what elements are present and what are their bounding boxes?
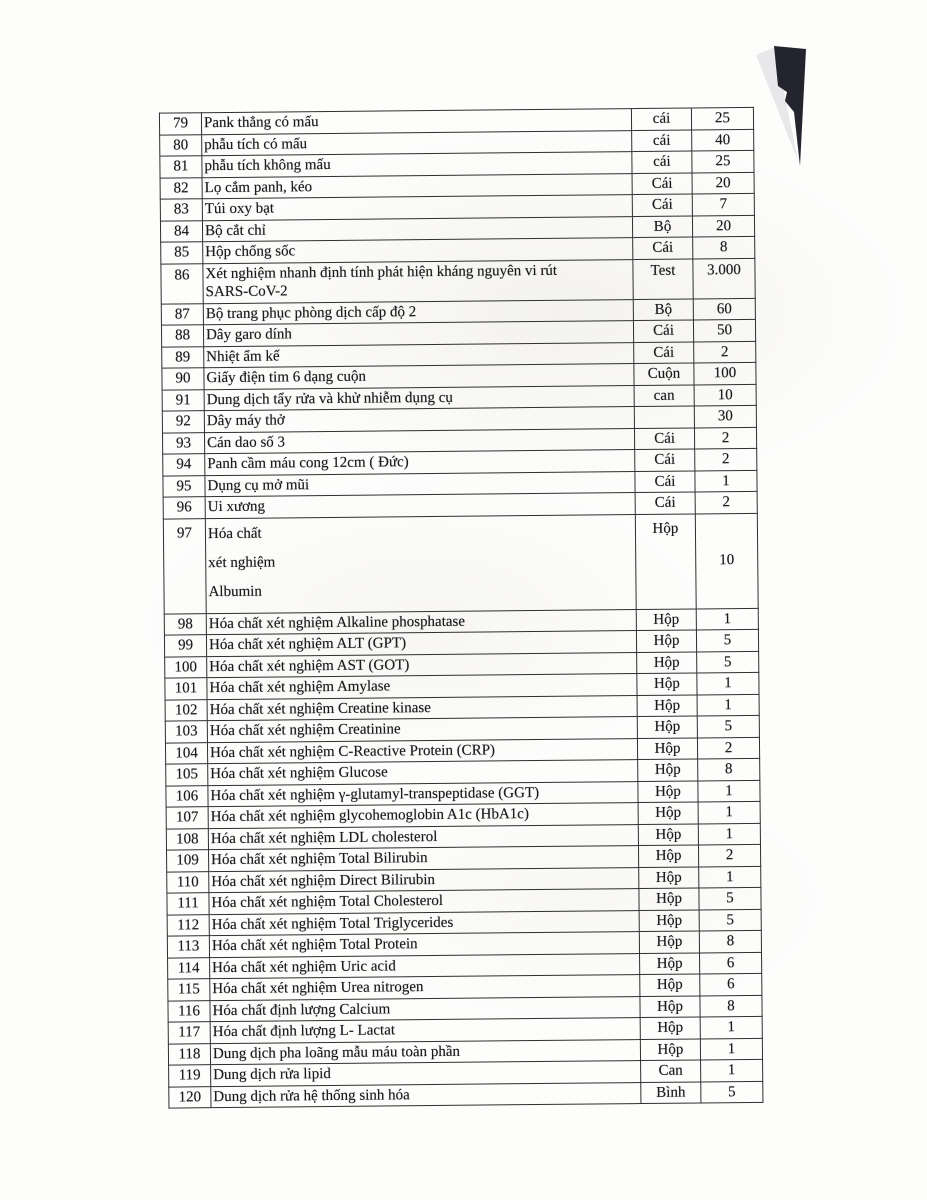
item-name-cell: Giấy điện tim 6 dạng cuộn — [204, 364, 634, 390]
row-number-cell: 93 — [162, 432, 204, 454]
item-quantity-cell: 2 — [694, 341, 756, 363]
item-unit-cell: Hộp — [636, 608, 696, 630]
item-name-cell: Xét nghiệm nhanh định tính phát hiện kháng nguyên vi rút SARS-CoV-2 — [203, 259, 633, 303]
row-number-cell: 112 — [167, 914, 209, 936]
item-quantity-cell: 1 — [700, 1016, 762, 1038]
item-quantity-cell: 50 — [693, 319, 755, 341]
item-unit-cell: Hộp — [638, 759, 698, 781]
folded-corner-dark — [774, 46, 806, 166]
row-number-cell: 104 — [165, 742, 207, 764]
supplies-table-container — [159, 107, 763, 1109]
item-unit-cell: Hộp — [640, 1017, 700, 1039]
item-name-cell: Hóa chất xét nghiệm ALT (GPT) — [206, 631, 636, 657]
row-number-cell: 92 — [162, 411, 204, 433]
item-quantity-cell: 6 — [700, 973, 762, 995]
table-row — [163, 513, 758, 614]
item-unit-cell: Cái — [634, 341, 694, 363]
item-unit-cell: Cái — [634, 427, 694, 449]
item-unit-cell: Cái — [633, 237, 693, 259]
item-name-cell: Hóa chất định lượng L- Lactat — [210, 1018, 640, 1044]
row-number-cell: 87 — [161, 303, 203, 325]
item-name-cell: Hóa chất xét nghiệm Direct Bilirubin — [209, 867, 639, 893]
item-quantity-cell: 1 — [699, 866, 761, 888]
item-quantity-cell: 5 — [699, 909, 761, 931]
item-unit-cell: Hộp — [638, 780, 698, 802]
item-unit-cell: Hộp — [639, 888, 699, 910]
row-number-cell: 97 — [163, 518, 206, 613]
item-unit-cell: Cái — [635, 449, 695, 471]
item-quantity-cell: 25 — [691, 107, 753, 129]
item-quantity-cell: 1 — [698, 823, 760, 845]
item-unit-cell: cái — [632, 130, 692, 152]
item-quantity-cell: 7 — [692, 193, 754, 215]
row-number-cell: 108 — [166, 828, 208, 850]
item-name-cell: Hóa chất xét nghiệm Glucose — [208, 760, 638, 786]
item-name-cell: Dụng cụ mở mũi — [205, 471, 635, 497]
item-unit-cell: Hộp — [639, 931, 699, 953]
item-quantity-cell: 100 — [694, 362, 756, 384]
item-quantity-cell: 8 — [693, 236, 755, 258]
item-unit-cell: Cái — [633, 320, 693, 342]
item-quantity-cell: 2 — [695, 448, 757, 470]
item-unit-cell: Hộp — [635, 513, 696, 609]
table-row — [169, 1081, 763, 1108]
item-quantity-cell: 20 — [692, 215, 754, 237]
row-number-cell: 80 — [160, 134, 202, 156]
row-number-cell: 114 — [168, 957, 210, 979]
item-name-cell: Hóa chất xét nghiệm Total Bilirubin — [208, 846, 638, 872]
row-number-cell: 79 — [159, 113, 201, 135]
item-unit-cell: Hộp — [638, 802, 698, 824]
item-name-cell: Hóa chất xét nghiệm LDL cholesterol — [208, 824, 638, 850]
item-name-cell: phẫu tích có mấu — [202, 130, 632, 156]
row-number-cell: 84 — [160, 220, 202, 242]
row-number-cell: 81 — [160, 156, 202, 178]
item-quantity-cell: 5 — [697, 715, 759, 737]
row-number-cell: 103 — [165, 721, 207, 743]
row-number-cell: 85 — [161, 242, 203, 264]
item-quantity-cell: 2 — [694, 427, 756, 449]
row-number-cell: 119 — [169, 1065, 211, 1087]
item-unit-cell: cái — [631, 108, 691, 130]
row-number-cell: 110 — [167, 871, 209, 893]
item-unit-cell — [634, 406, 694, 428]
item-unit-cell: can — [634, 384, 694, 406]
item-quantity-cell: 20 — [692, 172, 754, 194]
item-quantity-cell: 1 — [700, 1038, 762, 1060]
item-name-cell: Dung dịch tẩy rửa và khử nhiễm dụng cụ — [204, 385, 634, 411]
item-quantity-cell: 25 — [692, 150, 754, 172]
row-number-cell: 99 — [164, 635, 206, 657]
item-unit-cell: Hộp — [637, 716, 697, 738]
item-unit-cell: Cái — [635, 492, 695, 514]
item-name-cell: Nhiệt ẩm kế — [204, 342, 634, 368]
item-unit-cell: Hộp — [640, 1038, 700, 1060]
row-number-cell: 98 — [164, 613, 206, 635]
item-quantity-cell: 1 — [701, 1059, 763, 1081]
item-quantity-cell: 1 — [695, 470, 757, 492]
item-quantity-cell: 2 — [697, 737, 759, 759]
item-name-cell: Bộ cắt chỉ — [202, 216, 632, 242]
row-number-cell: 106 — [166, 785, 208, 807]
row-number-cell: 91 — [162, 389, 204, 411]
item-unit-cell: Test — [633, 258, 693, 299]
item-name-cell: Lọ cắm panh, kéo — [202, 173, 632, 199]
item-name-cell: Hóa chất xét nghiệm Alkaline phosphatase — [206, 609, 636, 635]
item-quantity-cell: 8 — [700, 995, 762, 1017]
item-quantity-cell: 30 — [694, 405, 756, 427]
item-unit-cell: Cái — [632, 194, 692, 216]
row-number-cell: 88 — [161, 325, 203, 347]
row-number-cell: 115 — [168, 979, 210, 1001]
row-number-cell: 120 — [169, 1086, 211, 1108]
row-number-cell: 89 — [162, 346, 204, 368]
item-name-cell: Hóa chất xét nghiệm Total Cholesterol — [209, 889, 639, 915]
item-unit-cell: Can — [641, 1060, 701, 1082]
row-number-cell: 116 — [168, 1000, 210, 1022]
item-name-cell: Hóa chất xét nghiệm Creatine kinase — [207, 695, 637, 721]
item-unit-cell: Hộp — [637, 651, 697, 673]
item-unit-cell: Bình — [641, 1081, 701, 1103]
item-quantity-cell: 1 — [697, 672, 759, 694]
row-number-cell: 101 — [165, 678, 207, 700]
row-number-cell: 83 — [160, 199, 202, 221]
item-name-cell: Dung dịch pha loãng mẫu máu toàn phần — [210, 1039, 640, 1065]
item-unit-cell: Hộp — [638, 823, 698, 845]
row-number-cell: 105 — [166, 764, 208, 786]
item-quantity-cell: 40 — [692, 129, 754, 151]
item-quantity-cell: 8 — [698, 758, 760, 780]
row-number-cell: 94 — [163, 454, 205, 476]
item-name-cell: Cán dao số 3 — [204, 428, 634, 454]
item-name-cell: Hóa chất xét nghiệm Uric acid — [210, 953, 640, 979]
row-number-cell: 100 — [165, 656, 207, 678]
row-number-cell: 96 — [163, 497, 205, 519]
item-unit-cell: Hộp — [638, 845, 698, 867]
item-name-cell: Bộ trang phục phòng dịch cấp độ 2 — [203, 299, 633, 325]
item-name-cell: phẫu tích không mấu — [202, 152, 632, 178]
item-quantity-cell: 5 — [696, 629, 758, 651]
item-unit-cell: Hộp — [640, 974, 700, 996]
item-unit-cell: cái — [632, 151, 692, 173]
item-unit-cell: Cái — [632, 172, 692, 194]
item-quantity-cell: 1 — [697, 694, 759, 716]
folded-corner-shadow — [756, 47, 798, 161]
item-name-cell: Dây garo dính — [203, 321, 633, 347]
item-quantity-cell: 10 — [695, 513, 758, 609]
item-unit-cell: Hộp — [639, 909, 699, 931]
item-quantity-cell: 3.000 — [693, 258, 755, 299]
item-name-cell: Hóa chất định lượng Calcium — [210, 996, 640, 1022]
item-quantity-cell: 60 — [693, 298, 755, 320]
item-name-cell: Dung dịch rửa lipid — [211, 1061, 641, 1087]
table-row — [161, 258, 755, 304]
item-unit-cell: Hộp — [637, 737, 697, 759]
item-name-cell: Hóa chất xét nghiệm Urea nitrogen — [210, 975, 640, 1001]
item-name-cell: Túi oxy bạt — [202, 195, 632, 221]
item-name-cell: Hóa chất xét nghiệm Total Protein — [209, 932, 639, 958]
item-name-cell: Hóa chất xét nghiệm Creatinine — [207, 717, 637, 743]
item-quantity-cell: 5 — [699, 887, 761, 909]
item-unit-cell: Bộ — [632, 215, 692, 237]
item-quantity-cell: 5 — [701, 1081, 763, 1103]
item-name-cell: Hóa chất xét nghiệm Amylase — [207, 674, 637, 700]
item-name-cell: Pank thẳng có mấu — [201, 109, 631, 135]
item-quantity-cell: 10 — [694, 384, 756, 406]
row-number-cell: 111 — [167, 893, 209, 915]
item-unit-cell: Hộp — [640, 952, 700, 974]
item-unit-cell: Hộp — [637, 694, 697, 716]
item-unit-cell: Hộp — [637, 673, 697, 695]
item-name-cell: Hóa chất xét nghiệm Total Triglycerides — [209, 910, 639, 936]
item-name-cell: Hóa chất xét nghiệm C-Reactive Protein (CRP) — [207, 738, 637, 764]
item-name-cell: Panh cầm máu cong 12cm ( Đức) — [205, 450, 635, 476]
row-number-cell: 86 — [161, 263, 203, 303]
item-name-cell: Hóa chất xét nghiệm Albumin — [205, 514, 636, 613]
row-number-cell: 107 — [166, 807, 208, 829]
item-quantity-cell: 8 — [699, 930, 761, 952]
item-quantity-cell: 2 — [698, 844, 760, 866]
item-name-cell: Dung dịch rửa hệ thống sinh hóa — [211, 1082, 641, 1108]
item-unit-cell: Bộ — [633, 298, 693, 320]
row-number-cell: 90 — [162, 368, 204, 390]
item-name-cell: Ui xương — [205, 493, 635, 519]
item-name-cell: Hóa chất xét nghiệm glycohemoglobin A1c (HbA1c) — [208, 803, 638, 829]
supplies-table — [159, 107, 764, 1109]
row-number-cell: 118 — [168, 1043, 210, 1065]
item-quantity-cell: 5 — [697, 651, 759, 673]
item-unit-cell: Hộp — [639, 866, 699, 888]
row-number-cell: 82 — [160, 177, 202, 199]
row-number-cell: 102 — [165, 699, 207, 721]
item-unit-cell: Hộp — [636, 630, 696, 652]
row-number-cell: 113 — [167, 936, 209, 958]
row-number-cell: 109 — [166, 850, 208, 872]
item-unit-cell: Cuộn — [634, 363, 694, 385]
item-quantity-cell: 6 — [700, 952, 762, 974]
row-number-cell: 117 — [168, 1022, 210, 1044]
item-name-cell: Hộp chống sốc — [203, 238, 633, 264]
item-quantity-cell: 1 — [698, 801, 760, 823]
item-quantity-cell: 1 — [696, 608, 758, 630]
item-quantity-cell: 1 — [698, 780, 760, 802]
item-name-cell: Hóa chất xét nghiệm γ-glutamyl-transpeptidase (GGT) — [208, 781, 638, 807]
item-name-cell: Hóa chất xét nghiệm AST (GOT) — [207, 652, 637, 678]
item-quantity-cell: 2 — [695, 491, 757, 513]
supplies-table-body — [159, 107, 763, 1108]
item-name-cell: Dây máy thở — [204, 407, 634, 433]
row-number-cell: 95 — [163, 475, 205, 497]
item-unit-cell: Hộp — [640, 995, 700, 1017]
item-unit-cell: Cái — [635, 470, 695, 492]
